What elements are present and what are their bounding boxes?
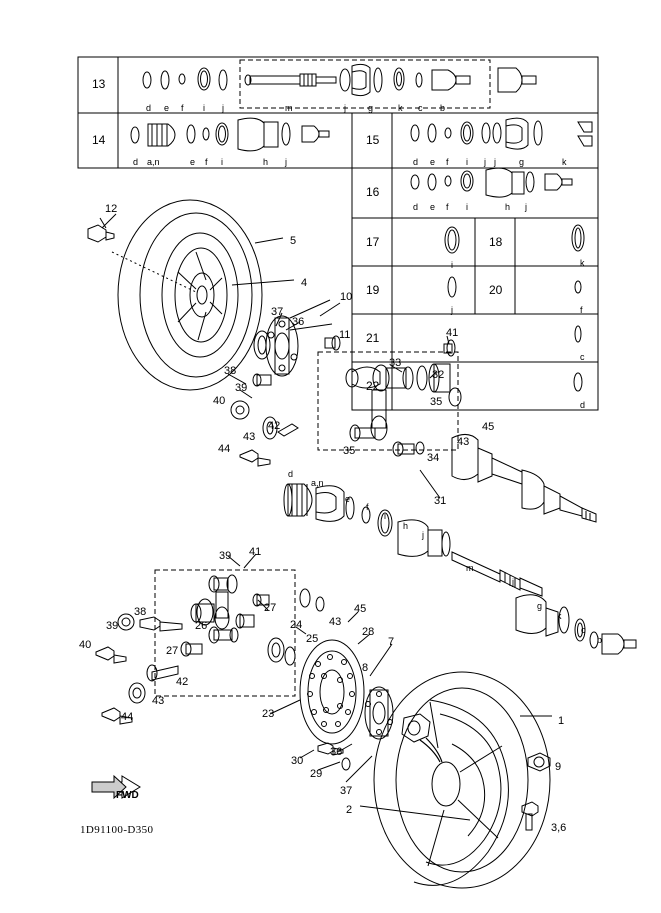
- part-letter-label: i: [466, 202, 468, 212]
- part-callout-number: 38: [134, 606, 147, 618]
- part-callout-number: 31: [434, 495, 447, 507]
- part-letter-label: h: [263, 157, 269, 167]
- part-letter-label: h: [403, 521, 409, 531]
- part-callout-number: 41: [446, 327, 459, 339]
- part-callout-number: 30: [291, 755, 304, 767]
- part-callout-number: 27: [166, 645, 179, 657]
- part-callout-number: 2: [346, 804, 353, 816]
- part-letter-label: a,n: [311, 478, 324, 488]
- part-callout-number: 26: [195, 620, 208, 632]
- part-callout-number: 43: [152, 695, 165, 707]
- part-letter-label: c: [580, 352, 585, 362]
- part-letter-label: g: [368, 103, 374, 113]
- part-letter-label: e: [430, 157, 436, 167]
- part-callout-number: 33: [389, 357, 402, 369]
- part-callout-number: 9: [555, 761, 562, 773]
- part-letter-label: j: [484, 157, 486, 167]
- part-callout-number: 36: [330, 746, 343, 758]
- part-letter-label: e: [345, 494, 351, 504]
- part-callout-number: 32: [432, 369, 445, 381]
- part-letter-label: k: [557, 611, 562, 621]
- part-letter-label: d: [288, 469, 294, 479]
- part-letter-label: g: [537, 601, 543, 611]
- part-letter-label: e: [430, 202, 436, 212]
- part-letter-label: j: [525, 202, 527, 212]
- part-letter-label: f: [181, 103, 184, 113]
- part-letter-label: d: [580, 400, 586, 410]
- part-letter-label: f: [205, 157, 208, 167]
- part-letter-label: i: [466, 157, 468, 167]
- drawing-code: 1D91100-D350: [80, 824, 154, 836]
- part-callout-number: 43: [457, 436, 470, 448]
- part-letter-label: f: [446, 157, 449, 167]
- part-callout-number: 29: [310, 768, 323, 780]
- part-callout-number: 27: [264, 602, 277, 614]
- table-cell-number: 18: [489, 235, 503, 249]
- part-callout-number: 24: [290, 619, 303, 631]
- table-cell-number: 21: [366, 331, 380, 345]
- part-callout-number: 45: [354, 603, 367, 615]
- table-cell-number: 17: [366, 235, 380, 249]
- part-callout-number: 39: [106, 620, 119, 632]
- part-letter-label: d: [133, 157, 139, 167]
- part-callout-number: 43: [243, 431, 256, 443]
- part-letter-label: e: [164, 103, 170, 113]
- part-callout-number: 23: [262, 708, 275, 720]
- part-callout-number: 38: [224, 365, 237, 377]
- part-letter-label: j: [285, 157, 287, 167]
- part-callout-number: 34: [427, 452, 440, 464]
- part-callout-number: 42: [176, 676, 189, 688]
- part-callout-number: 44: [218, 443, 231, 455]
- part-letter-label: j: [451, 305, 453, 315]
- part-letter-label: k: [398, 103, 403, 113]
- table-cell-number: 19: [366, 283, 380, 297]
- part-callout-number: 12: [105, 203, 118, 215]
- part-letter-label: d: [146, 103, 152, 113]
- part-letter-label: f: [446, 202, 449, 212]
- table-cell-number: 16: [366, 185, 380, 199]
- part-letter-label: b: [440, 103, 446, 113]
- part-callout-number: 3,6: [551, 822, 567, 834]
- part-letter-label: i: [384, 511, 386, 521]
- table-cell-number: 15: [366, 133, 380, 147]
- part-callout-number: 35: [343, 445, 356, 457]
- part-callout-number: 25: [306, 633, 319, 645]
- part-callout-number: 44: [121, 711, 134, 723]
- part-callout-number: 45: [482, 421, 495, 433]
- part-letter-label: i: [221, 157, 223, 167]
- part-letter-label: c: [418, 103, 423, 113]
- part-callout-number: 35: [430, 396, 443, 408]
- part-letter-label: f: [580, 305, 583, 315]
- part-letter-label: k: [580, 258, 585, 268]
- part-callout-number: 40: [79, 639, 92, 651]
- part-callout-number: 41: [249, 546, 262, 558]
- part-letter-label: i: [451, 260, 453, 270]
- part-callout-number: 7: [388, 636, 395, 648]
- part-callout-number: 40: [213, 395, 226, 407]
- part-callout-number: 42: [268, 420, 281, 432]
- part-callout-number: 36: [292, 316, 305, 328]
- table-cell-number: 13: [92, 77, 106, 91]
- part-callout-number: 28: [362, 626, 375, 638]
- part-letter-label: m: [285, 103, 293, 113]
- part-callout-number: 11: [339, 329, 351, 341]
- part-callout-number: 4: [301, 277, 308, 289]
- part-callout-number: 10: [340, 291, 353, 303]
- part-callout-number: 43: [329, 616, 342, 628]
- part-letter-label: j: [512, 577, 514, 587]
- part-letter-label: j: [344, 103, 346, 113]
- part-letter-label: j: [222, 103, 224, 113]
- part-letter-label: d: [413, 157, 419, 167]
- part-letter-label: a,n: [147, 157, 160, 167]
- part-callout-number: 8: [362, 662, 369, 674]
- part-callout-number: 39: [235, 382, 248, 394]
- part-callout-number: 1: [558, 715, 565, 727]
- part-letter-label: f: [366, 502, 369, 512]
- part-callout-number: 37: [271, 306, 284, 318]
- part-letter-label: h: [505, 202, 511, 212]
- part-letter-label: b: [597, 635, 603, 645]
- part-letter-label: k: [562, 157, 567, 167]
- part-letter-label: c: [581, 625, 586, 635]
- table-cell-number: 14: [92, 133, 106, 147]
- part-letter-label: i: [203, 103, 205, 113]
- fwd-marker-label: FWD: [116, 790, 139, 801]
- part-letter-label: g: [519, 157, 525, 167]
- part-letter-label: e: [190, 157, 196, 167]
- part-callout-number: 5: [290, 235, 297, 247]
- part-letter-label: d: [413, 202, 419, 212]
- table-cell-number: 20: [489, 283, 503, 297]
- part-letter-label: m: [466, 563, 474, 573]
- part-callout-number: 37: [340, 785, 353, 797]
- table-cell-number: 22: [366, 379, 380, 393]
- part-letter-label: j: [494, 157, 496, 167]
- part-letter-label: j: [422, 530, 424, 540]
- part-callout-number: 39: [219, 550, 232, 562]
